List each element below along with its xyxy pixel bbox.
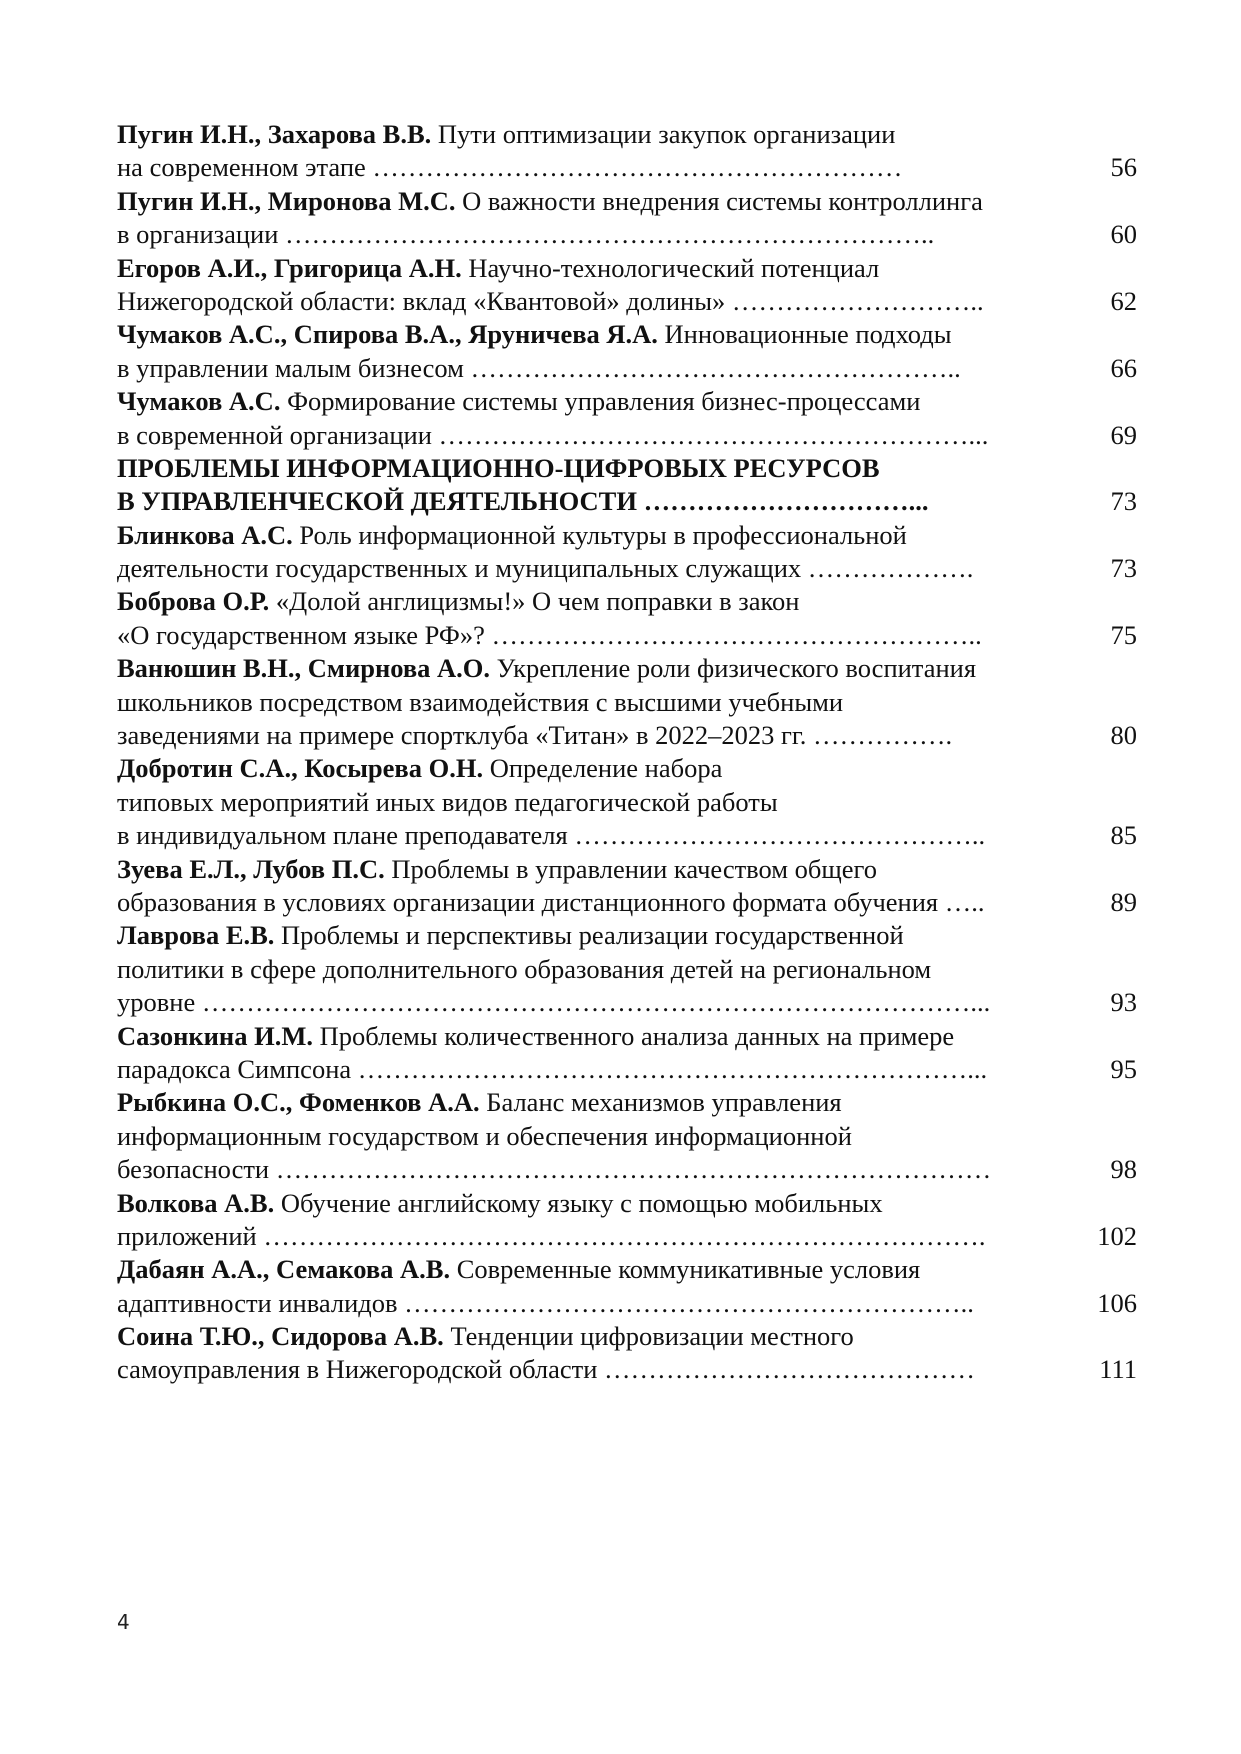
toc-line-text: [117, 752, 1072, 785]
toc-title-text: Нижегородской области: вклад «Квантовой» долины» ………………………..: [117, 285, 984, 316]
toc-title-text: уровне ……………………………………………………………………………...: [117, 987, 991, 1018]
toc-line: [117, 853, 1147, 886]
toc-line: [117, 185, 1147, 218]
toc-line-text: [117, 452, 1072, 485]
toc-line-text: [117, 218, 1072, 251]
toc-authors: Дабаян А.А., Семакова А.В.: [117, 1254, 451, 1285]
toc-page-number: 69: [1110, 419, 1137, 450]
toc-title-text: Проблемы в управлении качеством общего: [391, 853, 877, 884]
toc-line: [117, 1187, 1147, 1220]
toc-title-text: школьников посредством взаимодействия с высшими учебными: [117, 686, 844, 717]
toc-title-text: информационным государством и обеспечения информационной: [117, 1120, 852, 1151]
toc-authors: Чумаков А.С., Спирова В.А., Яруничева Я.А.: [117, 319, 658, 350]
toc-title-text: в индивидуальном плане преподавателя ………………………………………..: [117, 820, 986, 851]
toc-page-number: 93: [1110, 987, 1137, 1018]
toc-line-text: [117, 1153, 1072, 1186]
toc-line: [117, 752, 1147, 785]
toc-line: [117, 1353, 1147, 1386]
toc-line-text: [117, 1020, 1072, 1053]
toc-line: [117, 1086, 1147, 1119]
toc-line-text: [117, 419, 1072, 452]
toc-authors: Волкова А.В.: [117, 1187, 275, 1218]
toc-authors: Добротин С.А., Косырева О.Н.: [117, 753, 484, 784]
toc-line: [117, 585, 1147, 618]
toc-line-text: [117, 118, 1072, 151]
toc-line-text: [117, 1187, 1072, 1220]
toc-title-text: в организации ………………………………………………………………..: [117, 219, 935, 250]
toc-line-text: [117, 585, 1072, 618]
toc-page-number: 60: [1110, 219, 1137, 250]
toc-authors: Сазонкина И.М.: [117, 1020, 313, 1051]
toc-line: [117, 352, 1147, 385]
toc-line-text: [117, 853, 1072, 886]
toc-line: [117, 452, 1147, 485]
toc-line-text: [117, 352, 1072, 385]
toc-line-text: [117, 819, 1072, 852]
toc-title-text: заведениями на примере спортклуба «Титан» в 2022–2023 гг. …………….: [117, 720, 953, 751]
toc-line: [117, 886, 1147, 919]
toc-page-number: 66: [1110, 352, 1137, 383]
toc-title-text: адаптивности инвалидов ………………………………………………………..: [117, 1287, 974, 1318]
toc-title-text: Баланс механизмов управления: [486, 1087, 842, 1118]
toc-title-text: Тенденции цифровизации местного: [450, 1321, 854, 1352]
toc-entry: [117, 252, 1147, 319]
toc-page-number: 75: [1110, 619, 1137, 650]
toc-title-text: В УПРАВЛЕНЧЕСКОЙ ДЕЯТЕЛЬНОСТИ …………………………...: [117, 486, 929, 517]
toc-line: [117, 552, 1147, 585]
toc-authors: Зуева Е.Л., Лубов П.С.: [117, 853, 385, 884]
toc-line-text: [117, 1053, 1072, 1086]
toc-page-number: 80: [1110, 720, 1137, 751]
toc-line-text: [117, 185, 1072, 218]
toc-line-text: [117, 1353, 1072, 1386]
toc-entry: [117, 1320, 1147, 1387]
toc-line: [117, 1020, 1147, 1053]
toc-page-number: 106: [1097, 1287, 1137, 1318]
toc-page-number: 98: [1110, 1154, 1137, 1185]
toc-page-number: 62: [1110, 285, 1137, 316]
toc-authors: Ванюшин В.Н., Смирнова А.О.: [117, 653, 491, 684]
toc-line: [117, 986, 1147, 1019]
toc-line: [117, 151, 1147, 184]
toc-line-text: [117, 519, 1072, 552]
toc-authors: Соина Т.Ю., Сидорова А.В.: [117, 1321, 444, 1352]
toc-line-text: [117, 919, 1072, 952]
toc-page-number: 95: [1110, 1053, 1137, 1084]
toc-entry: [117, 385, 1147, 452]
toc-line: [117, 419, 1147, 452]
toc-page-number: 73: [1110, 553, 1137, 584]
toc-line-text: [117, 385, 1072, 418]
toc-line: [117, 1220, 1147, 1253]
toc-entry: [117, 919, 1147, 1019]
toc-line: [117, 285, 1147, 318]
table-of-contents: [117, 118, 1147, 1387]
toc-line: [117, 1053, 1147, 1086]
toc-line: [117, 953, 1147, 986]
toc-line-text: [117, 1086, 1072, 1119]
toc-line-text: [117, 619, 1072, 652]
toc-line: [117, 1120, 1147, 1153]
toc-title-text: самоуправления в Нижегородской области ……………………………………: [117, 1354, 976, 1385]
toc-page-number: 102: [1097, 1220, 1137, 1251]
toc-line-text: [117, 686, 1072, 719]
toc-title-text: Формирование системы управления бизнес-процессами: [287, 386, 921, 417]
toc-line-text: [117, 151, 1072, 184]
toc-line: [117, 652, 1147, 685]
toc-line-text: [117, 886, 1072, 919]
toc-line: [117, 218, 1147, 251]
toc-page-number: 56: [1110, 152, 1137, 183]
toc-line-text: [117, 1287, 1072, 1320]
toc-line: [117, 1153, 1147, 1186]
toc-entry: [117, 1187, 1147, 1254]
toc-authors: Пугин И.Н., Миронова М.С.: [117, 185, 456, 216]
toc-line-text: [117, 318, 1072, 351]
toc-line: [117, 519, 1147, 552]
toc-entry: [117, 585, 1147, 652]
toc-line-text: [117, 719, 1072, 752]
toc-line-text: [117, 1220, 1072, 1253]
toc-line-text: [117, 1120, 1072, 1153]
toc-entry: [117, 1086, 1147, 1186]
toc-authors: Боброва О.Р.: [117, 586, 270, 617]
toc-title-text: Укрепление роли физического воспитания: [496, 653, 977, 684]
toc-entry: [117, 1020, 1147, 1087]
toc-line: [117, 318, 1147, 351]
toc-line-text: [117, 953, 1072, 986]
toc-entry: [117, 318, 1147, 385]
toc-title-text: Роль информационной культуры в профессиональной: [299, 519, 907, 550]
toc-title-text: Современные коммуникативные условия: [456, 1254, 921, 1285]
toc-page-number: 73: [1110, 486, 1137, 517]
toc-title-text: безопасности ………………………………………………………………………: [117, 1154, 992, 1185]
toc-line-text: [117, 285, 1072, 318]
toc-title-text: «Долой англицизмы!» О чем поправки в закон: [275, 586, 800, 617]
toc-entry: [117, 118, 1147, 185]
toc-authors: Чумаков А.С.: [117, 386, 281, 417]
toc-line: [117, 686, 1147, 719]
toc-authors: Пугин И.Н., Захарова В.В.: [117, 119, 432, 149]
toc-page-number: 85: [1110, 820, 1137, 851]
toc-title-text: в управлении малым бизнесом ………………………………………………..: [117, 352, 961, 383]
toc-line: [117, 385, 1147, 418]
toc-title-text: Проблемы количественного анализа данных на примере: [319, 1020, 955, 1051]
toc-title-text: политики в сфере дополнительного образования детей на региональном: [117, 953, 932, 984]
toc-title-text: парадокса Симпсона ……………………………………………………………...: [117, 1053, 988, 1084]
toc-line-text: [117, 986, 1072, 1019]
toc-title-text: в современной организации ……………………………………………………...: [117, 419, 989, 450]
toc-entry: [117, 853, 1147, 920]
toc-line: [117, 118, 1147, 151]
toc-line-text: [117, 485, 1072, 518]
toc-title-text: Пути оптимизации закупок организации: [437, 119, 896, 149]
toc-title-text: деятельности государственных и муниципальных служащих ……………….: [117, 553, 974, 584]
toc-title-text: образования в условиях организации дистанционного формата обучения …..: [117, 886, 985, 917]
toc-entry: [117, 752, 1147, 852]
toc-title-text: типовых мероприятий иных видов педагогической работы: [117, 786, 778, 817]
toc-title-text: Инновационные подходы: [664, 319, 952, 350]
toc-title-text: на современном этапе ……………………………………………………: [117, 152, 903, 183]
toc-line: [117, 919, 1147, 952]
toc-authors: Лаврова Е.В.: [117, 920, 275, 951]
toc-section-heading: [117, 452, 1147, 519]
toc-line: [117, 719, 1147, 752]
toc-title-text: приложений ……………………………………………………………………….: [117, 1220, 986, 1251]
toc-page-number: 111: [1099, 1354, 1137, 1385]
toc-title-text: Проблемы и перспективы реализации государственной: [281, 920, 904, 951]
toc-line: [117, 1253, 1147, 1286]
toc-authors: Егоров А.И., Григорица А.Н.: [117, 252, 462, 283]
toc-line: [117, 819, 1147, 852]
toc-line-text: [117, 652, 1072, 685]
toc-line-text: [117, 786, 1072, 819]
toc-line-text: [117, 1253, 1072, 1286]
toc-line: [117, 619, 1147, 652]
toc-entry: [117, 652, 1147, 752]
toc-title-text: Определение набора: [489, 753, 723, 784]
toc-title-text: О важности внедрения системы контроллинга: [462, 185, 983, 216]
toc-entry: [117, 1253, 1147, 1320]
toc-title-text: Обучение английскому языку с помощью мобильных: [280, 1187, 883, 1218]
toc-authors: Блинкова А.С.: [117, 519, 293, 550]
toc-authors: Рыбкина О.С., Фоменков А.А.: [117, 1087, 480, 1118]
toc-line-text: [117, 252, 1072, 285]
toc-line: [117, 1320, 1147, 1353]
toc-title-text: ПРОБЛЕМЫ ИНФОРМАЦИОННО-ЦИФРОВЫХ РЕСУРСОВ: [117, 452, 880, 483]
toc-line: [117, 252, 1147, 285]
page-number: 4: [117, 1610, 130, 1634]
toc-line: [117, 786, 1147, 819]
toc-entry: [117, 185, 1147, 252]
toc-page-number: 89: [1110, 886, 1137, 917]
toc-title-text: Научно-технологический потенциал: [468, 252, 880, 283]
toc-line: [117, 485, 1147, 518]
toc-line: [117, 1287, 1147, 1320]
toc-title-text: «О государственном языке РФ»? ………………………………………………..: [117, 619, 982, 650]
toc-entry: [117, 519, 1147, 586]
toc-line-text: [117, 1320, 1072, 1353]
toc-line-text: [117, 552, 1072, 585]
